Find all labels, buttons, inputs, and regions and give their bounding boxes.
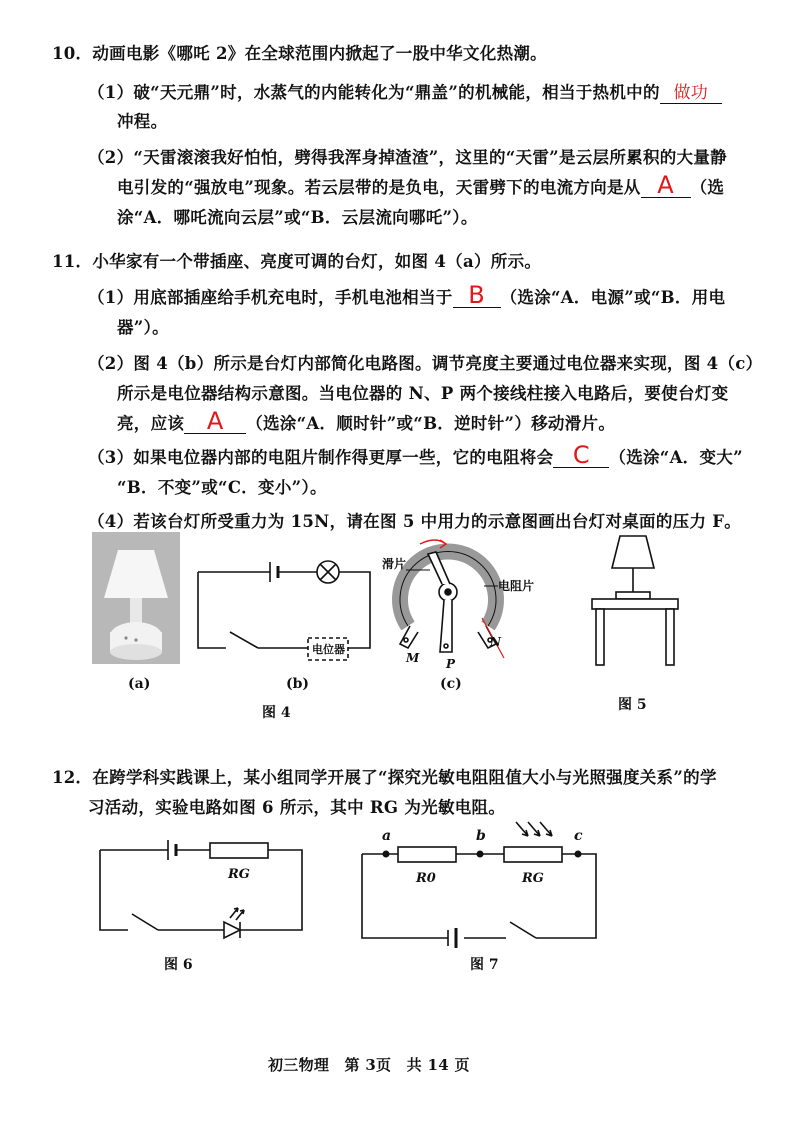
fig7-caption: 图 7 bbox=[470, 957, 499, 973]
q11-part2-text2: （选涂“A．顺时针”或“B．逆时针”）移动滑片。 bbox=[246, 414, 616, 433]
fig4c-resistor-label: 电阻片 bbox=[498, 579, 535, 593]
fig5-caption: 图 5 bbox=[618, 697, 647, 713]
q11-part2-line2: 所示是电位器结构示意图。当电位器的 N、P 两个接线柱接入电路后，要使台灯变 bbox=[117, 384, 729, 403]
fig4c-N-label: N bbox=[490, 635, 501, 649]
fig7-circuit bbox=[356, 818, 606, 952]
fig4a-lamp-photo bbox=[92, 532, 180, 664]
q11-part1 bbox=[88, 281, 726, 309]
q11-part1-answer: B bbox=[468, 281, 485, 309]
fig4c-M-label: M bbox=[406, 651, 420, 665]
fig7-r0-label: R0 bbox=[416, 871, 436, 886]
fig5-table-lamp bbox=[584, 530, 684, 674]
q10-part1 bbox=[88, 78, 722, 104]
q12-stem-line2: 习活动，实验电路如图 6 所示，其中 RG 为光敏电阻。 bbox=[88, 798, 506, 817]
q11-part2-answer: A bbox=[206, 407, 224, 435]
q11-part3-answer: C bbox=[572, 441, 590, 469]
q11-part2-line3 bbox=[117, 407, 616, 435]
q10-part1-blank[interactable] bbox=[660, 78, 722, 104]
fig4c-potentiometer bbox=[380, 534, 535, 678]
q11-part3-blank[interactable] bbox=[553, 441, 609, 469]
fig6-caption: 图 6 bbox=[164, 957, 193, 973]
q10-part1-text: （1）破“天元鼎”时，水蒸气的内能转化为“鼎盖”的机械能，相当于热机中的 bbox=[88, 83, 660, 102]
fig4b-potentiometer-label: 电位器 bbox=[312, 643, 345, 656]
fig7-c-label: c bbox=[574, 828, 583, 844]
fig7-b-label: b bbox=[476, 828, 486, 844]
q11-part2-line1: （2）图 4（b）所示是台灯内部简化电路图。调节亮度主要通过电位器来实现，图 4（c） bbox=[88, 354, 763, 373]
q10-part2-text2: （选 bbox=[690, 178, 725, 197]
page-footer: 初三物理 第 3页 共 14 页 bbox=[268, 1056, 470, 1074]
q10-part2-answer: A bbox=[657, 171, 674, 199]
q10-part2-blank[interactable] bbox=[641, 171, 691, 199]
q10-part2-line1: （2）“天雷滚滚我好怕怕，劈得我浑身掉渣渣”，这里的“天雷”是云层所累积的大量静 bbox=[88, 148, 727, 167]
q10-part1-cont: 冲程。 bbox=[117, 112, 168, 131]
q12-stem-line1: 12．在跨学科实践课上，某小组同学开展了“探究光敏电阻阻值大小与光照强度关系”的学 bbox=[52, 768, 717, 787]
fig7-rg-label: RG bbox=[522, 871, 544, 886]
q10-part2-text: 电引发的“强放电”现象。若云层带的是负电，天雷劈下的电流方向是从 bbox=[117, 178, 641, 197]
fig4c-slider-label: 滑片 bbox=[382, 557, 407, 571]
q11-part3 bbox=[88, 441, 743, 469]
fig4a-label: (a) bbox=[128, 676, 151, 692]
q11-part1-cont: 器”）。 bbox=[117, 318, 169, 337]
fig6-circuit bbox=[94, 834, 314, 948]
q11-part2-text: 亮，应该 bbox=[117, 414, 185, 433]
q11-part3-text: （3）如果电位器内部的电阻片制作得更厚一些，它的电阻将会 bbox=[88, 448, 554, 467]
q10-part2-line3: 涂“A．哪吒流向云层”或“B．云层流向哪吒”）。 bbox=[117, 208, 478, 227]
q11-part1-text2: （选涂“A．电源”或“B．用电 bbox=[500, 288, 726, 307]
q11-part2-blank[interactable] bbox=[184, 407, 246, 435]
fig4b-circuit bbox=[190, 548, 380, 672]
fig7-a-label: a bbox=[382, 828, 392, 844]
q10-stem: 10．动画电影《哪吒 2》在全球范围内掀起了一股中华文化热潮。 bbox=[52, 44, 547, 63]
fig4b-label: (b) bbox=[286, 676, 310, 692]
fig4-caption: 图 4 bbox=[262, 705, 291, 721]
q11-part4: （4）若该台灯所受重力为 15N，请在图 5 中用力的示意图画出台灯对桌面的压力 F。 bbox=[88, 512, 742, 531]
q11-part1-text: （1）用底部插座给手机充电时，手机电池相当于 bbox=[88, 288, 453, 307]
fig6-rg-label: RG bbox=[228, 867, 250, 882]
q10-part2-line2 bbox=[117, 171, 725, 199]
q11-part1-blank[interactable] bbox=[453, 281, 501, 309]
fig4c-P-label: P bbox=[446, 657, 456, 671]
q10-part1-answer: 做功 bbox=[673, 83, 709, 103]
q11-part3-cont: “B．不变”或“C．变小”）。 bbox=[117, 478, 327, 497]
fig4c-label: (c) bbox=[440, 676, 462, 692]
q11-part3-text2: （选涂“A．变大” bbox=[609, 448, 743, 467]
q11-stem: 11．小华家有一个带插座、亮度可调的台灯，如图 4（a）所示。 bbox=[52, 252, 542, 271]
